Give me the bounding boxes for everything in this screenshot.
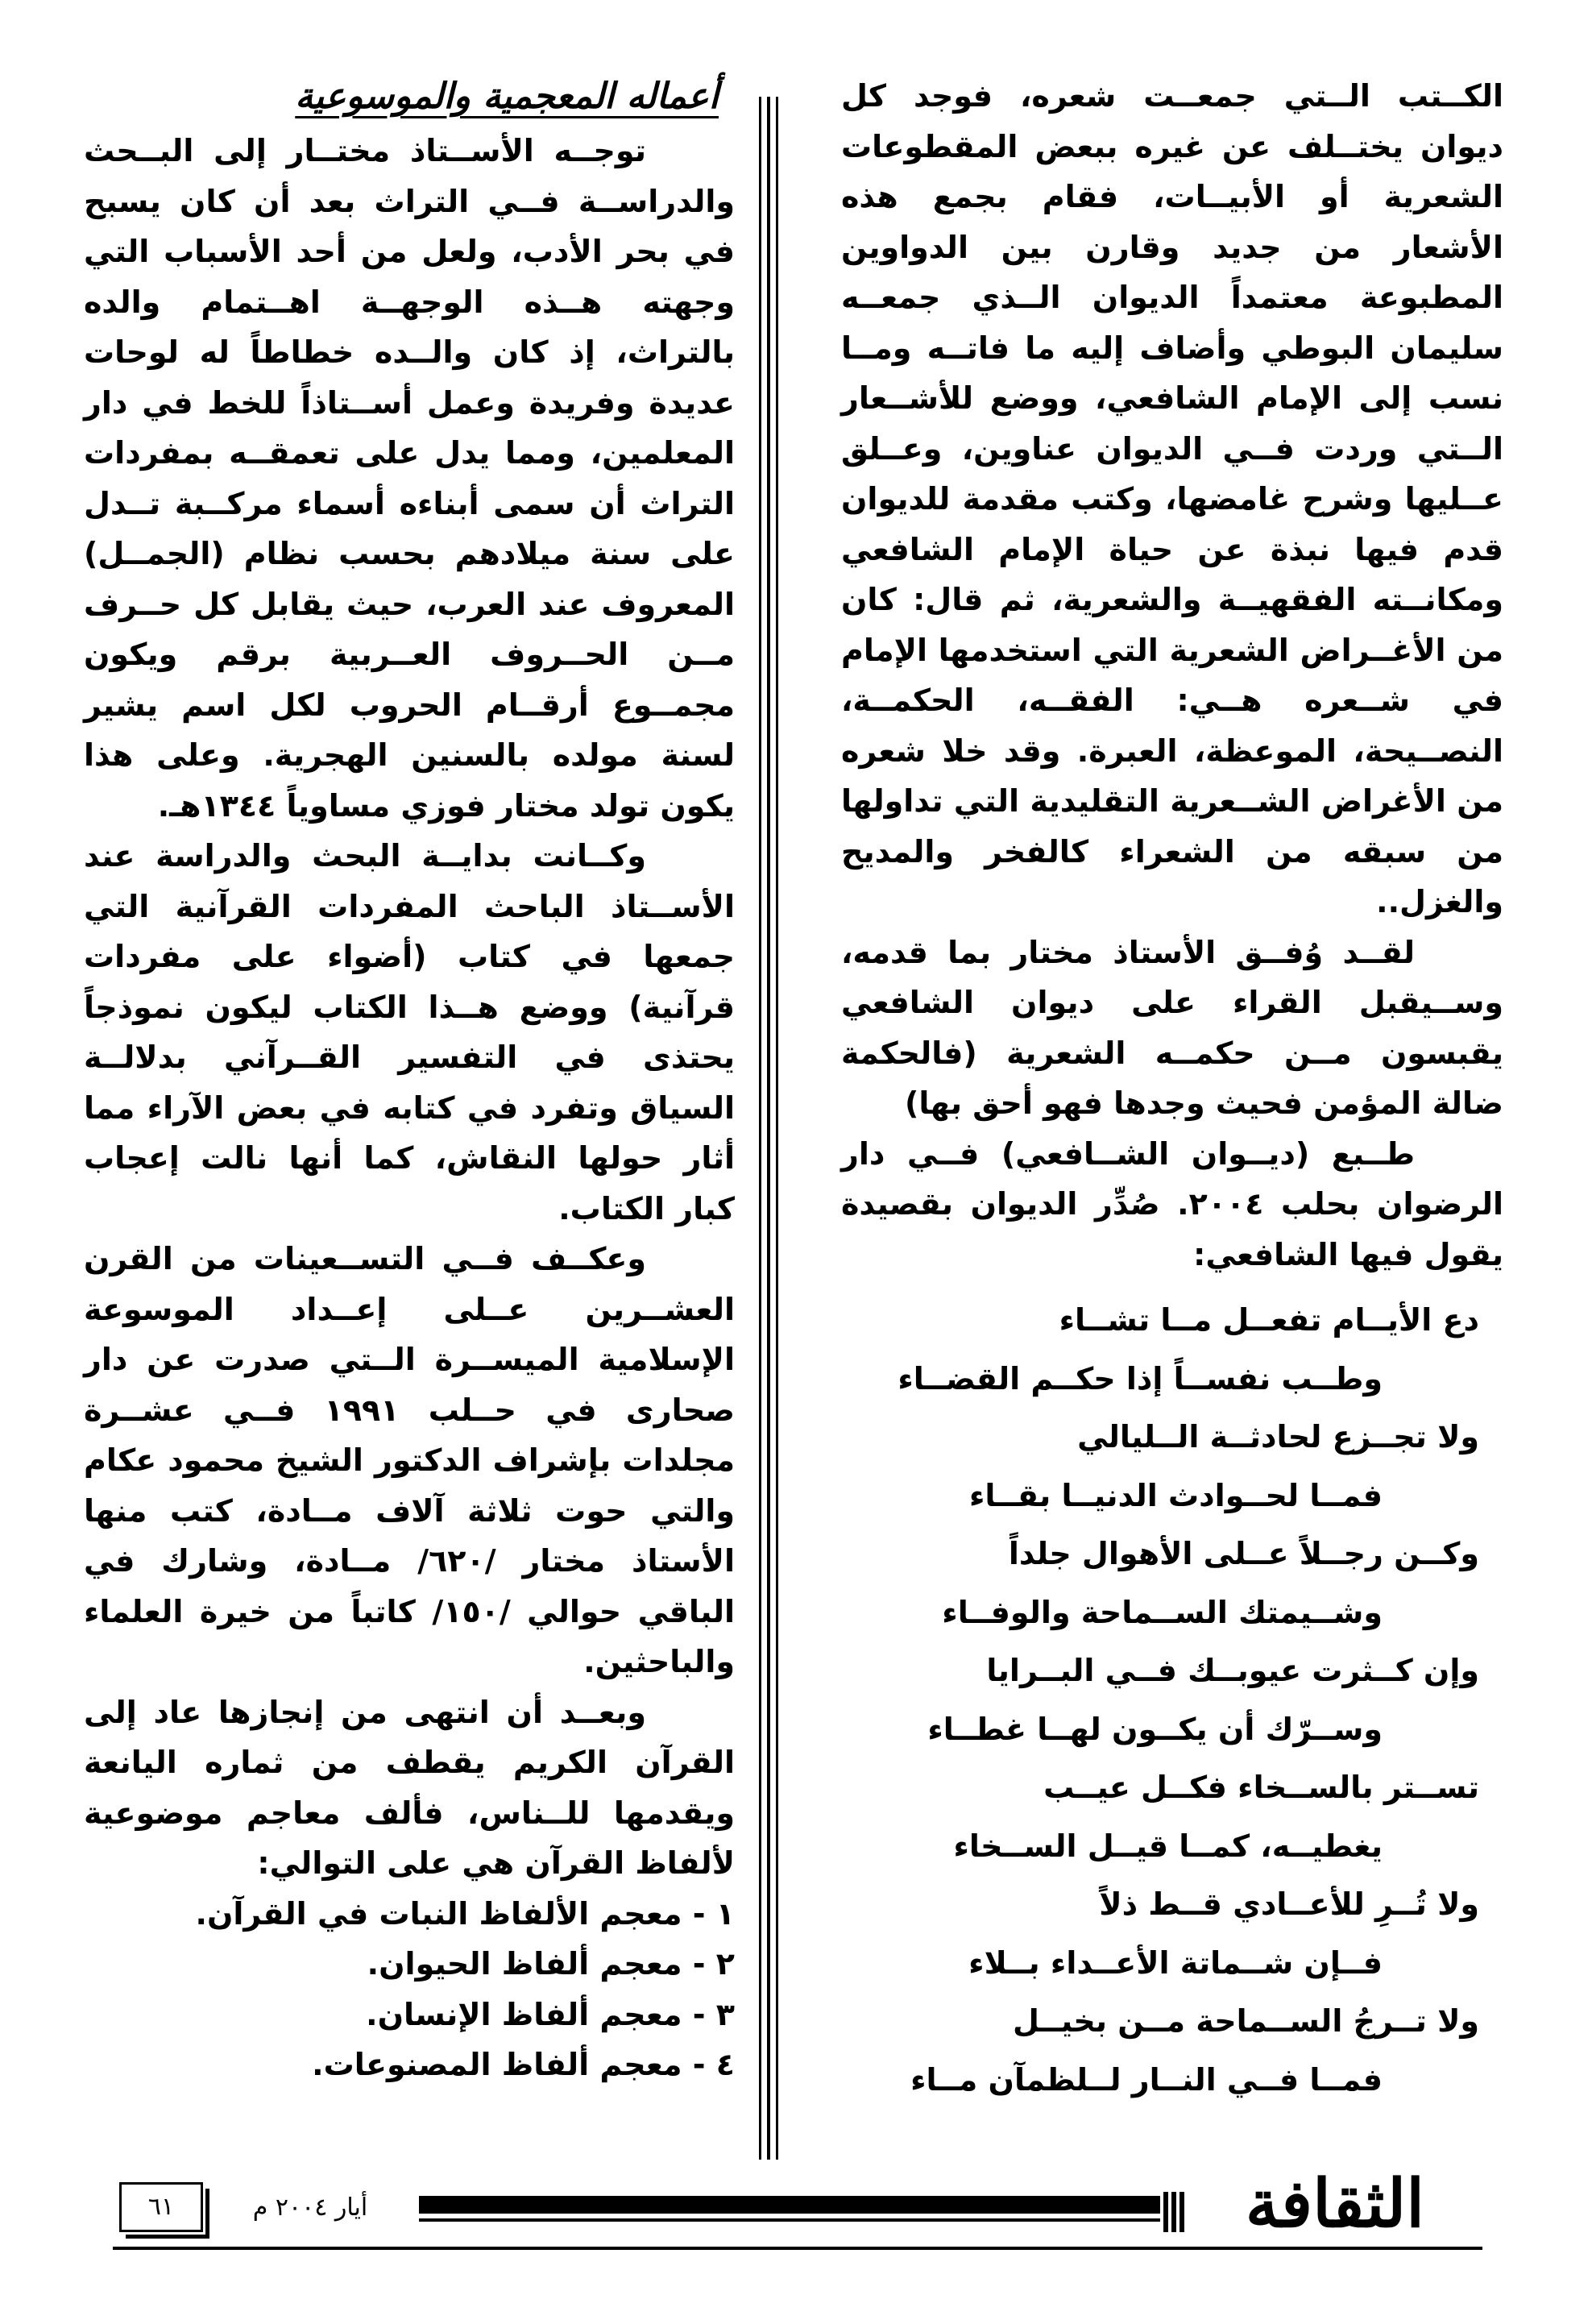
footer-rule (113, 2247, 1482, 2250)
poem-verse: تســتر بالســخاء فكــل عيــب (1043, 1770, 1479, 1805)
poem-verse: وشــيمتك الســماحة والوفــاء (942, 1594, 1383, 1630)
paragraph: توجــه الأســتاذ مختــار إلى البــحث والدراســة فــي التراث بعد أن كان يسبح في بحر الأدب، ولعل من أحد الأسباب التي وجهته هــذه الوجهــة اهــتمام والده بالتراث، إذ كان والــده خطاطاً له لوحات عديدة وفريدة وعمل أســتاذاً للخط في دار المعلمين، ومما يدل على تعمقــه بمفردات التراث أن سمى أبناءه أسماء مركــبة تــدل على سنة ميلادهم بحسب نظام (الجمــل) المعروف عند العرب، حيث يقابل كل حــرف مــن الحــروف العــربية برقم ويكون مجمــوع أرقــام الحروب لكل اسم يشير لسنة مولده بالسنين الهجرية. وعلى هذا يكون تولد مختار فوزي مساوياً ١٣٤٤هـ. (84, 133, 735, 824)
footer-bar-thin (419, 2218, 1160, 2222)
poem-verse: وســرّك أن يكــون لهــا غطــاء (927, 1711, 1383, 1747)
list-item: ٤ - معجم ألفاظ المصنوعات. (312, 2047, 735, 2082)
page-number: ٦١ (119, 2182, 203, 2232)
magazine-logo: الثقافة (1245, 2165, 1425, 2243)
list-item: ٢ - معجم ألفاظ الحيوان. (367, 1946, 735, 1982)
paragraph: لقــد وُفــق الأستاذ مختار بما قدمه، وســيقبل القراء على ديوان الشافعي يقبسون مــن حكمــه الشعرية (فالحكمة ضالة المؤمن فحيث وجدها فهو أحق بها) (841, 934, 1503, 1121)
footer-bar (419, 2196, 1160, 2214)
poem-verse: ولا تجــزع لحادثــة الــليالي (1077, 1419, 1479, 1455)
column-divider (759, 97, 778, 2160)
section-title: أعماله المعجمية والموسوعية (295, 76, 719, 117)
poem-verse: فمــا لحــوادث الدنيــا بقــاء (968, 1477, 1383, 1513)
paragraph: طــبع (ديــوان الشــافعي) فــي دار الرضوان بحلب ٢٠٠٤. صُدِّر الديوان بقصيدة يقول فيها الشافعي: (841, 1135, 1503, 1272)
list-item: ١ - معجم الألفاظ النبات في القرآن. (195, 1895, 735, 1932)
poem-verse: دع الأيــام تفعــل مــا تشــاء (1059, 1302, 1479, 1338)
left-column (84, 71, 735, 2090)
paragraph: وكــانت بدايــة البحث والدراسة عند الأســتاذ الباحث المفردات القرآنية التي جمعها في كتاب (أضواء على مفردات قرآنية) ووضع هــذا الكتاب ليكون نموذجاً يحتذى في التفسير القــرآني بدلالــة السياق وتفرد في كتابه في بعض الآراء مما أثار حولها النقاش، كما أنها نالت إعجاب كبار الكتاب. (84, 838, 735, 1226)
poem-verse: ولا تــرجُ الســماحة مــن بخيــل (1013, 2003, 1479, 2039)
right-column (841, 71, 1503, 2109)
poem-verse: وإن كــثرت عيوبــك فــي البــرايا (986, 1653, 1479, 1688)
poem-verse: وكــن رجــلاً عــلى الأهوال جلداً (1008, 1536, 1479, 1571)
poem-verse: فمــا فــي النــار لــلظمآن مــاء (910, 2061, 1383, 2098)
paragraph: الكــتب الــتي جمعــت شعره، فوجد كل ديوان يختــلف عن غيره ببعض المقطوعات الشعرية أو الأبيــات، فقام بجمع هذه الأشعار من جديد وقارن بين الدواوين المطبوعة معتمداً الديوان الــذي جمعــه سليمان البوطي وأضاف إليه ما فاتــه ومــا نسب إلى الإمام الشافعي، ووضع للأشــعار الــتي وردت فــي الديوان عناوين، وعــلق عــليها وشرح غامضها، وكتب مقدمة للديوان قدم فيها نبذة عن حياة الإمام الشافعي ومكانــته الفقهيــة والشعرية، ثم قال: كان من الأغــراض الشعرية التي استخدمها الإمام في شــعره هــي: الفقــه، الحكمــة، النصــيحة، الموعظة، العبرة. وقد خلا شعره من الأغراض الشــعرية التقليدية التي تداولها من سبقه من الشعراء كالفخر والمديح والغزل.. (841, 78, 1503, 919)
issue-date: أيار ٢٠٠٤ م (252, 2193, 368, 2222)
poem-verse: يغطيــه، كمــا قيــل الســخاء (953, 1828, 1383, 1864)
poem-verse: ولا تُــرِ للأعــادي قــط ذلاً (1099, 1886, 1479, 1922)
dictionary-list (84, 1889, 735, 2090)
paragraph: وعكــف فــي التســعينات من القرن العشــرين عــلى إعــداد الموسوعة الإسلامية الميســرة الــتي صدرت عن دار صحارى في حــلب ١٩٩١ فــي عشــرة مجلدات بإشراف الدكتور الشيخ محمود عكام والتي حوت ثلاثة آلاف مــادة، كتب منها الأستاذ مختار /٦٢٠/ مــادة، وشارك في الباقي حوالي /١٥٠/ كاتباً من خيرة العلماء والباحثين. (84, 1241, 735, 1679)
poem-verse: فــإن شــماتة الأعــداء بــلاء (968, 1944, 1383, 1981)
poem (841, 1291, 1503, 2109)
poem-verse: وطــب نفســاً إذا حكــم القضــاء (898, 1360, 1383, 1396)
paragraph: وبعــد أن انتهى من إنجازها عاد إلى القرآن الكريم يقطف من ثماره اليانعة ويقدمها للــناس، فألف معاجم موضوعية لألفاظ القرآن هي على التوالي: (84, 1694, 735, 1881)
list-item: ٣ - معجم ألفاظ الإنسان. (366, 1996, 735, 2032)
